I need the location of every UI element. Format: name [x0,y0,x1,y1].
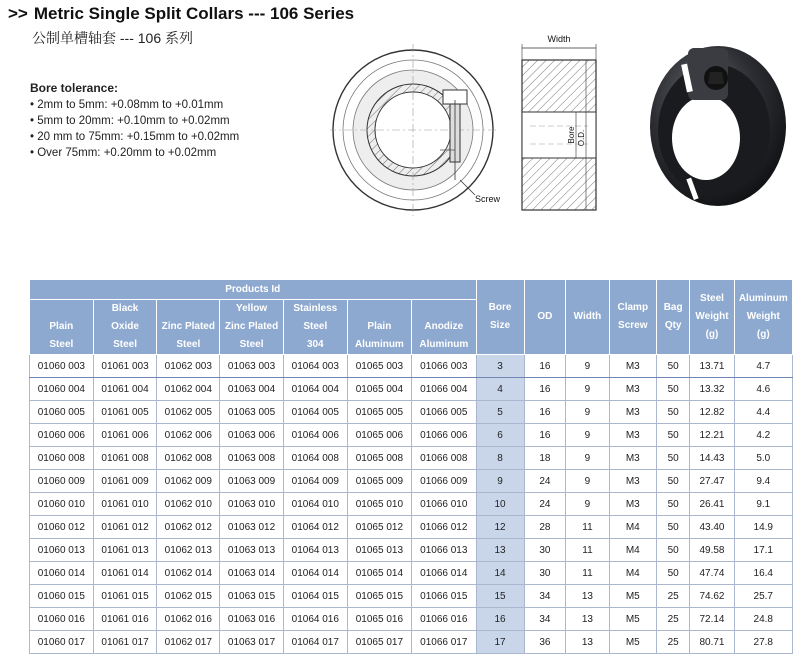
col-header-zinc-plated: Zinc Plated Steel [157,300,220,355]
table-cell: 25 [656,585,690,608]
collar-product-image [644,38,788,218]
table-cell: M3 [609,378,656,401]
table-cell: 5 [476,401,524,424]
table-cell: 27.47 [690,470,734,493]
table-row [30,608,793,631]
tolerance-item: • 20 mm to 75mm: +0.15mm to +0.02mm [30,129,239,145]
table-cell: 01066 010 [412,493,476,516]
table-cell: M5 [609,585,656,608]
table-cell: 01066 003 [412,355,476,378]
table-cell: 9 [566,470,609,493]
table-cell: 4 [476,378,524,401]
col-header-plain-aluminum: Plain Aluminum [347,300,411,355]
table-cell: 01061 005 [93,401,157,424]
col-header-aluminum-weight: Aluminum Weight (g) [734,280,792,355]
table-cell: 4.7 [734,355,792,378]
table-cell: 01064 006 [283,424,347,447]
col-header-black-oxide: Black Oxide Steel [93,300,157,355]
col-header-od: OD [524,280,566,355]
table-cell: 27.8 [734,631,792,654]
title-text: Metric Single Split Collars --- 106 Series [33,4,355,23]
table-cell: 80.71 [690,631,734,654]
table-cell: 01061 008 [93,447,157,470]
table-cell: 11 [566,539,609,562]
table-cell: 01063 009 [220,470,284,493]
table-cell: 01065 005 [347,401,411,424]
table-row [30,401,793,424]
table-cell: 01060 004 [30,378,94,401]
side-view [522,44,596,210]
table-cell: M3 [609,470,656,493]
bore-tolerance-heading: Bore tolerance: [30,81,119,95]
table-cell: 01064 016 [283,608,347,631]
table-cell: 24 [524,493,566,516]
screw-label: Screw [475,194,501,204]
table-cell: 01061 013 [93,539,157,562]
table-cell: 16 [524,355,566,378]
table-cell: 30 [524,562,566,585]
table-cell: 01062 009 [157,470,220,493]
table-cell: 14.43 [690,447,734,470]
table-cell: 01060 010 [30,493,94,516]
col-header-bag-qty: Bag Qty [656,280,690,355]
table-cell: 3 [476,355,524,378]
table-cell: 24 [524,470,566,493]
table-cell: 01062 003 [157,355,220,378]
table-cell: 01060 008 [30,447,94,470]
table-cell: 13 [566,585,609,608]
table-cell: 25.7 [734,585,792,608]
table-cell: 50 [656,516,690,539]
table-cell: 01065 010 [347,493,411,516]
table-cell: 01064 010 [283,493,347,516]
table-cell: 16 [524,378,566,401]
table-cell: 01060 013 [30,539,94,562]
table-cell: 16.4 [734,562,792,585]
table-cell: 01066 016 [412,608,476,631]
table-cell: 01063 010 [220,493,284,516]
col-header-clamp-screw: Clamp Screw [609,280,656,355]
table-cell: 01062 004 [157,378,220,401]
table-cell: 34 [524,608,566,631]
table-cell: 28 [524,516,566,539]
table-cell: 01062 014 [157,562,220,585]
col-header-bore: Bore Size [476,280,524,355]
table-cell: 43.40 [690,516,734,539]
table-cell: 01065 012 [347,516,411,539]
table-cell: 50 [656,401,690,424]
table-row [30,585,793,608]
table-cell: 01062 013 [157,539,220,562]
spec-table-body [30,355,793,654]
table-cell: 01063 003 [220,355,284,378]
table-cell: 01066 005 [412,401,476,424]
table-cell: 01063 005 [220,401,284,424]
table-cell: 4.4 [734,401,792,424]
table-cell: 50 [656,447,690,470]
table-cell: 01065 013 [347,539,411,562]
table-cell: 01065 015 [347,585,411,608]
table-cell: 01062 017 [157,631,220,654]
table-cell: M4 [609,516,656,539]
table-cell: 01060 015 [30,585,94,608]
table-cell: 01065 016 [347,608,411,631]
table-cell: 01062 008 [157,447,220,470]
spec-table [29,279,793,654]
table-cell: 50 [656,355,690,378]
table-cell: 30 [524,539,566,562]
table-cell: 01060 014 [30,562,94,585]
table-cell: 01064 008 [283,447,347,470]
table-cell: 74.62 [690,585,734,608]
table-row [30,355,793,378]
table-cell: 13.71 [690,355,734,378]
table-cell: M5 [609,608,656,631]
table-cell: 01061 010 [93,493,157,516]
table-cell: 8 [476,447,524,470]
col-header-steel-weight: Steel Weight (g) [690,280,734,355]
table-row [30,516,793,539]
table-cell: 01066 004 [412,378,476,401]
table-cell: 9 [566,378,609,401]
table-cell: 36 [524,631,566,654]
table-row [30,539,793,562]
products-id-header: Products Id [30,280,477,300]
table-cell: 14 [476,562,524,585]
table-cell: 01060 003 [30,355,94,378]
table-cell: 9.1 [734,493,792,516]
table-cell: 01065 017 [347,631,411,654]
table-cell: 01064 014 [283,562,347,585]
table-cell: 01062 012 [157,516,220,539]
table-cell: 01063 006 [220,424,284,447]
table-cell: 01061 016 [93,608,157,631]
table-cell: 01066 006 [412,424,476,447]
table-cell: 6 [476,424,524,447]
table-cell: 9 [566,355,609,378]
table-cell: M5 [609,631,656,654]
table-cell: 01062 005 [157,401,220,424]
table-cell: 01063 012 [220,516,284,539]
table-row [30,470,793,493]
table-cell: 24.8 [734,608,792,631]
col-header-anodize-aluminum: Anodize Aluminum [412,300,476,355]
table-cell: 01060 016 [30,608,94,631]
table-cell: 01061 009 [93,470,157,493]
table-cell: 4.6 [734,378,792,401]
table-cell: 01066 008 [412,447,476,470]
table-cell: 50 [656,470,690,493]
technical-drawing [330,30,630,220]
table-cell: 17 [476,631,524,654]
table-cell: 01061 004 [93,378,157,401]
table-cell: 01062 015 [157,585,220,608]
table-cell: 01061 012 [93,516,157,539]
col-header-plain-steel: Plain Steel [30,300,94,355]
table-cell: 26.41 [690,493,734,516]
table-cell: 14.9 [734,516,792,539]
table-cell: 13 [566,608,609,631]
table-cell: 01061 014 [93,562,157,585]
table-cell: 01065 014 [347,562,411,585]
table-cell: 11 [566,562,609,585]
table-cell: 50 [656,424,690,447]
table-cell: 01064 015 [283,585,347,608]
table-cell: 9 [566,447,609,470]
table-cell: 12 [476,516,524,539]
table-cell: M3 [609,424,656,447]
front-view [330,44,498,216]
table-cell: 50 [656,493,690,516]
table-cell: M3 [609,355,656,378]
table-cell: 01065 006 [347,424,411,447]
table-cell: 01061 017 [93,631,157,654]
table-cell: 01066 012 [412,516,476,539]
page-title [8,4,354,24]
table-row [30,424,793,447]
table-cell: 01064 013 [283,539,347,562]
table-cell: 25 [656,608,690,631]
table-cell: 72.14 [690,608,734,631]
table-cell: 01065 003 [347,355,411,378]
table-cell: 01064 003 [283,355,347,378]
table-cell: M3 [609,493,656,516]
table-cell: 50 [656,562,690,585]
table-row [30,493,793,516]
table-cell: 9 [566,424,609,447]
table-cell: 13 [566,631,609,654]
table-cell: 50 [656,378,690,401]
col-header-yellow-zinc: Yellow Zinc Plated Steel [220,300,284,355]
table-cell: 16 [524,401,566,424]
table-cell: 9 [476,470,524,493]
table-cell: 01064 004 [283,378,347,401]
table-cell: 01060 012 [30,516,94,539]
table-cell: 01063 004 [220,378,284,401]
table-cell: 01063 014 [220,562,284,585]
table-cell: 01061 006 [93,424,157,447]
table-cell: 01062 016 [157,608,220,631]
table-cell: 01060 006 [30,424,94,447]
width-label: Width [547,34,571,44]
table-cell: 15 [476,585,524,608]
table-cell: M4 [609,562,656,585]
table-cell: 4.2 [734,424,792,447]
table-cell: 12.21 [690,424,734,447]
table-row [30,447,793,470]
bore-label: Bore [567,126,576,144]
table-cell: 50 [656,539,690,562]
table-cell: 01066 015 [412,585,476,608]
table-cell: 01060 017 [30,631,94,654]
table-cell: 47.74 [690,562,734,585]
table-cell: M3 [609,447,656,470]
table-cell: 25 [656,631,690,654]
table-cell: 01061 003 [93,355,157,378]
table-cell: 18 [524,447,566,470]
table-row [30,562,793,585]
tolerance-item: • 2mm to 5mm: +0.08mm to +0.01mm [30,97,239,113]
table-cell: 01064 009 [283,470,347,493]
table-cell: 01063 017 [220,631,284,654]
table-cell: 10 [476,493,524,516]
table-row [30,631,793,654]
table-cell: M4 [609,539,656,562]
tolerance-item: • 5mm to 20mm: +0.10mm to +0.02mm [30,113,239,129]
table-cell: 01066 009 [412,470,476,493]
table-cell: 01066 017 [412,631,476,654]
table-row [30,378,793,401]
col-header-stainless: Stainless Steel 304 [283,300,347,355]
table-cell: 34 [524,585,566,608]
table-cell: 01064 017 [283,631,347,654]
table-cell: 01065 009 [347,470,411,493]
table-cell: 16 [524,424,566,447]
table-cell: 01066 014 [412,562,476,585]
page-subtitle: 公制单槽轴套 --- 106 系列 [32,30,194,46]
table-cell: 01064 012 [283,516,347,539]
table-cell: 11 [566,516,609,539]
table-cell: M3 [609,401,656,424]
table-cell: 01064 005 [283,401,347,424]
table-cell: 5.0 [734,447,792,470]
col-header-width: Width [566,280,609,355]
table-cell: 17.1 [734,539,792,562]
table-cell: 16 [476,608,524,631]
table-cell: 13.32 [690,378,734,401]
table-cell: 9 [566,401,609,424]
table-cell: 01063 016 [220,608,284,631]
bore-tolerance-block [30,80,239,161]
table-cell: 12.82 [690,401,734,424]
table-cell: 01066 013 [412,539,476,562]
table-cell: 01060 009 [30,470,94,493]
title-arrows: >> [8,4,28,23]
od-label: O.D. [577,129,586,147]
table-cell: 01060 005 [30,401,94,424]
table-cell: 01062 006 [157,424,220,447]
table-cell: 01065 004 [347,378,411,401]
table-cell: 01062 010 [157,493,220,516]
tolerance-item: • Over 75mm: +0.20mm to +0.02mm [30,145,239,161]
table-cell: 01061 015 [93,585,157,608]
table-cell: 13 [476,539,524,562]
table-cell: 01063 015 [220,585,284,608]
table-cell: 01063 013 [220,539,284,562]
table-cell: 01063 008 [220,447,284,470]
table-cell: 01065 008 [347,447,411,470]
table-cell: 9.4 [734,470,792,493]
table-cell: 9 [566,493,609,516]
table-cell: 49.58 [690,539,734,562]
